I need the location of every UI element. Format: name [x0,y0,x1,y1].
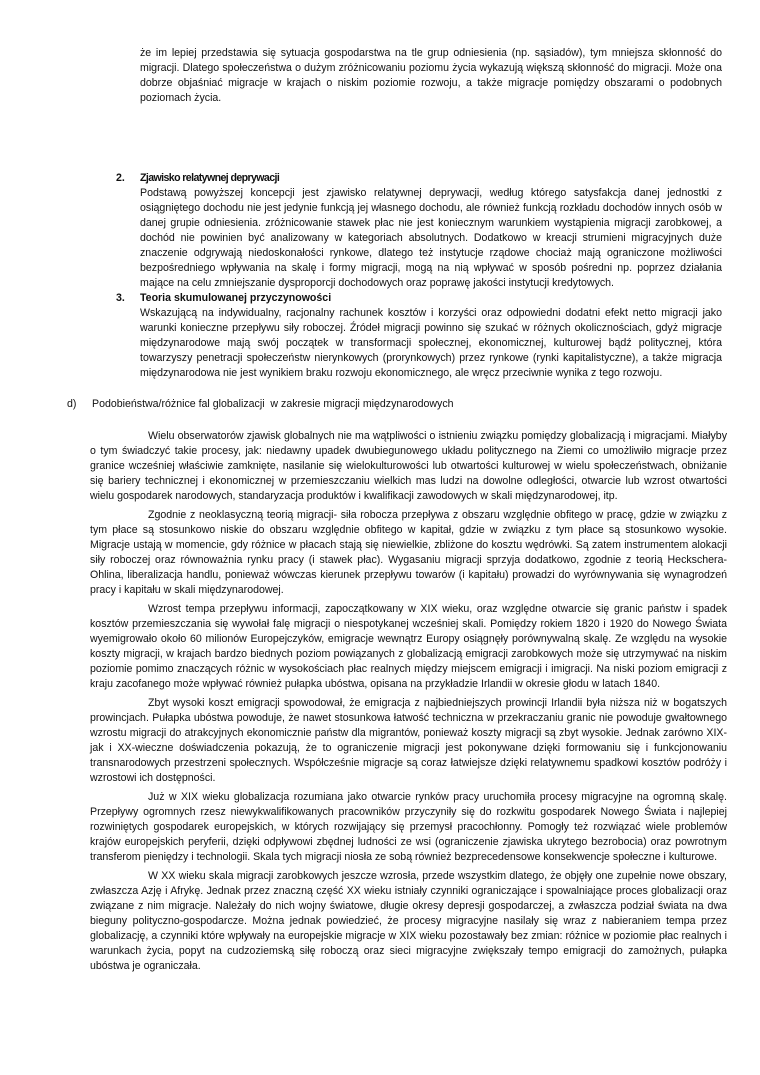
body-paragraph: Zbyt wysoki koszt emigracji spowodował, że emigracja z najbiedniejszych prowincji Irlandii była niższa niż w bogatszych prowincjach. Pułapka ubóstwa powoduje, że nawet stosunkowa łatwość techniczna w przekraczaniu granic nie powoduje gwałtownego wzrostu migracji do atrakcyjnych ekonomicznie państw dla migrantów, ponieważ koszty migracji są zbyt wysokie. Jednak zarówno XIX- jak i XX-wieczne doświadczenia pokazują, że to ograniczenie migracji jest pokonywane dzięki formowaniu się i funkcjonowaniu transnarodowych przestrzeni społecznych. Współcześnie migracje są coraz łatwiejsze dzięki relatywnemu spadkowi kosztów podróży i wzrostowi ich dostępności. [90,697,727,784]
section-title: Teoria skumulowanej przyczynowości [140,292,332,304]
section-number: 2. [116,172,125,184]
body-paragraph: Wielu obserwatorów zjawisk globalnych nie ma wątpliwości o istnieniu związku pomiędzy globalizacją i migracjami. Miałyby o tym świadczyć takie procesy, jak: niedawny upadek dwubiegunowego układu politycznego na Ziemi co umożliwiło migracje przez granice wcześniej właściwie zamknięte, nasilanie się wielokulturowości lub otwartości kulturowej w wielu społeczeństwach, obniżanie się bariery technicznej i ekonomicznej w przemieszczaniu wielkich mas ludzi na dowolne odległości, otwarcie lub wzrost otwartości wielu gospodarek narodowych, standaryzacja produktów i kwalifikacji zawodowych w skali międzynarodowej, itp. [90,430,727,502]
numbered-sections [116,171,722,381]
body-paragraph: Zgodnie z neoklasyczną teorią migracji- siła robocza przepływa z obszaru względnie obfitego w pracę, gdzie w związku z tym płace są stosunkowo niskie do obszaru względnie obfitego w kapitał, gdzie w związku z tym płace są stosunkowo wysokie. Migracje ustają w momencie, gdy różnice w płacach stają się niewielkie, zbliżone do kosztu wędrówki. Są zatem instrumentem alokacji siły roboczej oraz równoważnia rynku pracy (i stawek płac). Wygasaniu migracji sprzyja dodatkowo, zgodnie z teorią Heckschera- Ohlina, liberalizacja handlu, ponieważ wówczas kierunek przepływu towarów (i kapitału) prowadzi do wyrównywania się wynagrodzeń pracy i kapitału w skali międzynarodowej. [90,509,727,596]
intro-paragraph: że im lepiej przedstawia się sytuacja gospodarstwa na tle grup odniesienia (np. sąsiadów), tym mniejsza skłonność do migracji. Dlatego społeczeństwa o dużym zróżnicowaniu poziomu życia wykazują większą skłonność do migracji. Może ona dobrze objaśniać migracje w krajach o niskim poziomie rozwoju, a także migracje pomiędzy obszarami o podobnych poziomach życia. [140,47,722,104]
section-letter: d) [67,398,77,410]
section-2 [116,171,722,291]
section-d-title: Podobieństwa/różnice fal globalizacji w zakresie migracji międzynarodowych [92,398,454,410]
body-paragraph: W XX wieku skala migracji zarobkowych jeszcze wzrosła, przede wszystkim dlatego, że objęły one zupełnie nowe obszary, zwłaszcza Azję i Afrykę. Jednak przez znaczną część XX wieku istniały czynniki ograniczające i spowalniające proces globalizacji oraz związane z nim migracje. Należały do nich wojny światowe, długie okresy depresji gospodarczej, a zwłaszcza podział świata na dwa bieguny polityczno-gospodarcze. Można jednak powiedzieć, że procesy migracyjne nasilały się wraz z nabieraniem tempa przez globalizację, a czynniki które wpływały na europejskie migracje w XIX wieku pozostawały bez zmian: różnice w poziomie płac realnych i warunkach życia, popyt na cudzoziemską siłę roboczą oraz sieci migracyjne zwiększały tempo emigracji do zamożnych, pułapka ubóstwa je ograniczała. [90,870,727,972]
body-paragraph: Już w XIX wieku globalizacja rozumiana jako otwarcie rynków pracy uruchomiła procesy migracyjne na ogromną skalę. Przepływy ogromnych rzesz niewykwalifikowanych pracowników przyczyniły się do rozkwitu gospodarek Nowego Świata i najlepiej rozwiniętych gospodarek europejskich, w których rozwijający się przemysł pracochłonny. Pomogły też rozwiązać wiele problemów krajów europejskich peryferii, dzięki odpływowi zbędnej ludności ze wsi (ograniczenie zjawiska ukrytego bezrobocia) oraz powrotnym transferom pieniędzy i technologii. Skala tych migracji niosła ze sobą również bezprecedensowe konsekwencje społeczne i kulturowe. [90,791,727,863]
article-body [90,429,727,978]
body-paragraph: Wzrost tempa przepływu informacji, zapoczątkowany w XIX wieku, oraz względne otwarcie się granic państw i spadek kosztów przemieszczania się wywołał falę migracji o niespotykanej wcześniej skali. Pomiędzy rokiem 1820 i 1920 do Nowego Świata wyemigrowało około 60 milionów Europejczyków, emigracje wewnątrz Europy osiągnęły porównywalną skalę. Ze względu na wysokie koszty migracji, w krajach bardzo biednych poziom powiązanych z globalizacją emigracji zarobkowych może się utrzymywać na niskim poziomie pomimo znaczących różnic w wysokościach płac realnych między miejscem emigracji i imigracji. Na niski poziom emigracji z kraju zacofanego może wpływać również pułapka ubóstwa, opisana na przykładzie Irlandii w okresie głodu w latach 1840. [90,603,727,690]
section-number: 3. [116,292,125,304]
section-body: Podstawą powyższej koncepcji jest zjawisko relatywnej deprywacji, według którego satysfakcja danej jednostki z osiągniętego dochodu nie jest jedynie funkcją jej własnego dochodu, ale również funkcją rozkładu dochodów innych osób w danej grupie odniesienia. zróżnicowanie stawek płac nie jest koniecznym warunkiem wystąpienia migracji zarobkowej, a dochód nie powinien być analizowany w kategoriach absolutnych. Dodatkowo w kreacji strumieni migracyjnych duże znaczenie odgrywają niedoskonałości rynkowe, dlatego też instytucje rządowe chociaż mają ograniczone możliwości bezpośredniego wpływania na skalę i formy migracji, mogą na nią wpływać w sposób pośredni np. poprzez działania mające na celu zmniejszanie dysproporcji dochodowych oraz poprawę jakości instytucji kredytowych. [140,187,722,289]
section-body: Wskazującą na indywidualny, racjonalny rachunek kosztów i korzyści oraz odpowiedni dodatni efekt netto migracji jako warunki konieczne przepływu siły roboczej. Źródeł migracji powinno się szukać w różnych okolicznościach, gdyż migracje międzynarodowe mają swój początek w transformacji społecznej, ekonomicznej, kulturowej bądź politycznej, która towarzyszy penetracji społeczeństw nierynkowych (prorynkowych) przez rynkowe (rynki kapitalistyczne), a także migracja międzynarodowa nie jest wynikiem braku rozwoju ekonomicznego, ale wręcz przeciwnie wynika z tego rozwoju. [140,307,722,379]
section-title: Zjawisko relatywnej deprywacji [140,172,280,184]
section-3 [116,291,722,381]
